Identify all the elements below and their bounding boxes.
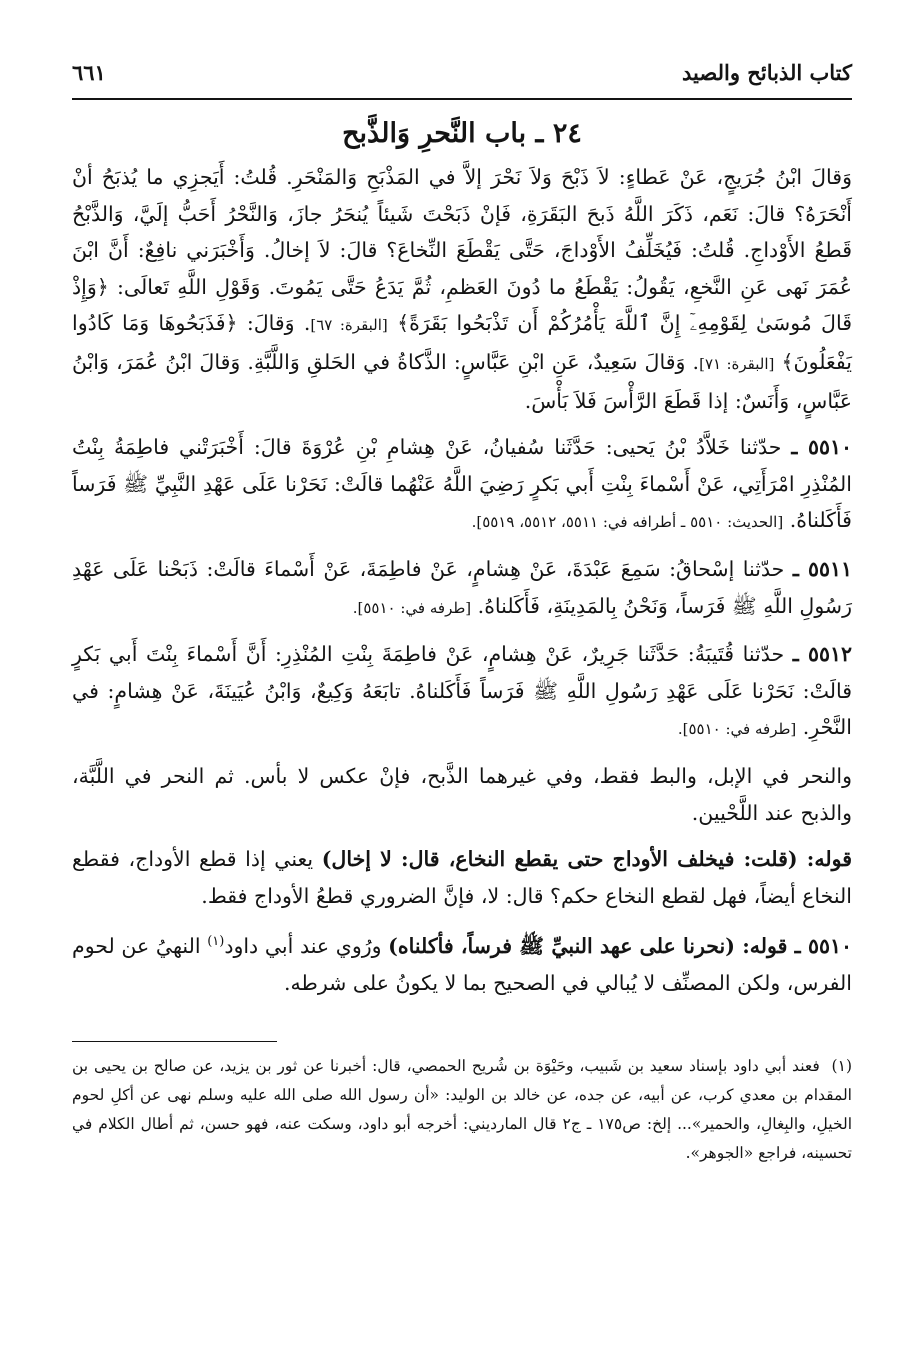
- running-header: [72, 60, 852, 94]
- commentary-lead: ٥٥١٠ ـ قوله: (نحرنا على عهد النبيِّ ﷺ فرساً، فأكلناه): [388, 934, 852, 959]
- chapter-name: كتاب الذبائح والصيد: [682, 60, 852, 85]
- commentary-text: يعني إذا قطع الأوداج، فقطع النخاع أيضاً، فهل لقطع النخاع حكم؟ قال: لا، فإنَّ الضروري قطعُ الأوداج فقط.: [72, 847, 852, 908]
- footnote: [72, 1052, 852, 1168]
- footnote-marker[interactable]: (١): [207, 934, 225, 950]
- intro-text: . وَقالَ: ﴿فَذَبَحُوهَا وَمَا كَادُوا يَفْعَلُونَ﴾: [72, 311, 852, 374]
- footnote-divider: [72, 1041, 277, 1042]
- hadith-ref: [طرفه في: ٥٥١٠].: [352, 598, 472, 617]
- page-number: ٦٦١: [72, 60, 106, 85]
- quran-ref: [البقرة: ٧١]: [699, 354, 775, 373]
- commentary-paragraph: [72, 758, 852, 831]
- hadith-number: ٥٥١١ ـ: [792, 556, 852, 581]
- footnote-number: (١): [831, 1057, 852, 1076]
- quran-ref: [البقرة: ٦٧]: [310, 316, 388, 335]
- commentary-text: النهيُ عن لحوم الفرس، ولكن المصنِّف لا يُبالي في الصحيح بما لا يكونُ على شرطه.: [72, 934, 852, 995]
- hadith-text: حدّثنا قُتَيبَةُ: حَدَّثَنا جَرِيرٌ، عَنْ هِشامٍ، عَنْ فاطِمَةَ بِنْتِ المُنْذِرِ: أَنَّ أَسْماءَ بِنْتَ أَبي بَكرٍ قالَتْ: نَحَرْنا عَلَى عَهْدِ رَسُولِ اللَّهِ ﷺ فَرَساً فَأَكَلناهُ. تابَعَهُ وَكِيعٌ، وَابْنُ عُيَينَةَ، عَنْ هِشامٍ: في النَّحْرِ.: [72, 642, 852, 740]
- commentary-lead: قوله: (قلت: فيخلف الأوداج حتى يقطع النخاع، قال: لا إخال): [321, 847, 852, 872]
- intro-text: وَقالَ ابْنُ جُرَيجٍ، عَنْ عَطاءٍ: لاَ ذَبْحَ وَلاَ نَحْرَ إلاَّ في المَذْبَحِ وَالمَنْحَرِ. قُلتُ: أَيَجزِي ما يُذبَحُ أنْ أَنْحَرَهُ؟ قالَ: نَعَم، ذَكَرَ اللَّهُ ذَبحَ البَقَرَةِ، فَإنْ ذَبَحْتَ شَيئاً يُنحَرُ جازَ، وَالنَّحْرُ أَحَبُّ إلَيَّ، وَالذَّبْحُ قَطعُ الأَوْداجِ. قُلتُ: فَيُخَلِّفُ الأَوْداجَ، حَتَّى يَقْطَعَ النِّخاعَ؟ قالَ: لاَ إخالُ. وَأَخْبَرَني نافِعٌ: أَنَّ ابْنَ عُمَرَ نَهى عَنِ النَّخعِ، يَقُولُ: يَقْطَعُ ما دُونَ العَظمِ، ثُمَّ يَدَعُ حَتَّى يَمُوتَ. وَقَوْلِ اللَّهِ تَعالَى: ﴿وَإِذْ قَالَ مُوسَىٰ لِقَوْمِهِۦٓ إِنَّ ٱللَّهَ يَأْمُرُكُمْ أَن تَذْبَحُوا بَقَرَةً﴾: [72, 165, 852, 336]
- commentary-text: والنحر في الإبل، والبط فقط، وفي غيرهما الذَّبح، فإنْ عكس لا بأس. ثم النحر في اللَّبَّة، والذبح عند اللَّحْيين.: [72, 763, 852, 825]
- hadith-5512: [72, 636, 852, 748]
- hadith-number: ٥٥١٠ ـ: [791, 435, 852, 460]
- hadith-text: حدّثنا إسْحاقُ: سَمِعَ عَبْدَةَ، عَنْ هِشامٍ، عَنْ فاطِمَةَ، عَنْ أَسْماءَ قالَتْ: ذَبَحْنا عَلَى عَهْدِ رَسُولِ اللَّهِ ﷺ فَرَساً، وَنَحْنُ بِالمَدِينَةِ، فَأَكَلناهُ.: [72, 556, 852, 618]
- commentary-paragraph: [72, 841, 852, 914]
- footnote-text: فعند أبي داود بإسناد سعيد بن شَبيب، وحَيْوَة بن شُريح الحمصي، قال: أخبرنا عن ثور بن يزيد، عن صالح بن يحيى بن المقدام بن معدي كرب، عن أبيه، عن جده، عن خالد بن الوليد: «أن رسول الله صلى الله عليه وسلم نهى عن أكلِ لحوم الخيلِ، والبِغالِ، والحمير»... إلخ: ص١٧٥ ـ ج٢ قال المارديني: أخرجه أبو داود، وسكت عنه، فهو حسن، ثم أطال الكلام في تحسينه، فراجع «الجوهر».: [72, 1057, 852, 1163]
- hadith-5511: [72, 551, 852, 626]
- chapter-title: ٢٤ ـ باب النَّحرِ وَالذَّبح: [342, 118, 582, 149]
- hadith-5510: [72, 429, 852, 541]
- commentary-text: ورُوي عند أبي داود: [224, 934, 389, 959]
- header-divider: [72, 98, 852, 100]
- hadith-ref: [الحديث: ٥٥١٠ ـ أطرافه في: ٥٥١١، ٥٥١٢، ٥٥١٩].: [471, 513, 784, 532]
- intro-text: . وَقالَ سَعِيدٌ، عَنِ ابْنِ عَبَّاسٍ: الذَّكاةُ في الحَلقِ وَاللَّبَّةِ. وَقالَ ابْنُ عُمَرَ، وَابْنُ عَبَّاسٍ، وَأَنَسٌ: إذا قَطَعَ الرَّأْسَ فَلاَ بَأْسَ.: [72, 349, 852, 413]
- hadith-number: ٥٥١٢ ـ: [792, 642, 852, 667]
- commentary-paragraph: [72, 924, 852, 1001]
- intro-paragraph: [72, 159, 852, 419]
- hadith-ref: [طرفه في: ٥٥١٠].: [677, 720, 797, 739]
- hadith-text: حدّثنا خَلاَّدُ بْنُ يَحيى: حَدَّثَنا سُفيانُ، عَنْ هِشامِ بْنِ عُرْوَةَ قالَ: أَخْبَرَتْني فاطِمَةُ بِنْتُ المُنْذِرِ امْرَأَتِي، عَنْ أَسْماءَ بِنْتِ أَبي بَكرٍ رَضِيَ اللَّهُ عَنْهُما قالَتْ: نَحَرْنا عَلَى عَهْدِ النَّبِيِّ ﷺ فَرَساً فَأَكَلناهُ.: [72, 435, 852, 533]
